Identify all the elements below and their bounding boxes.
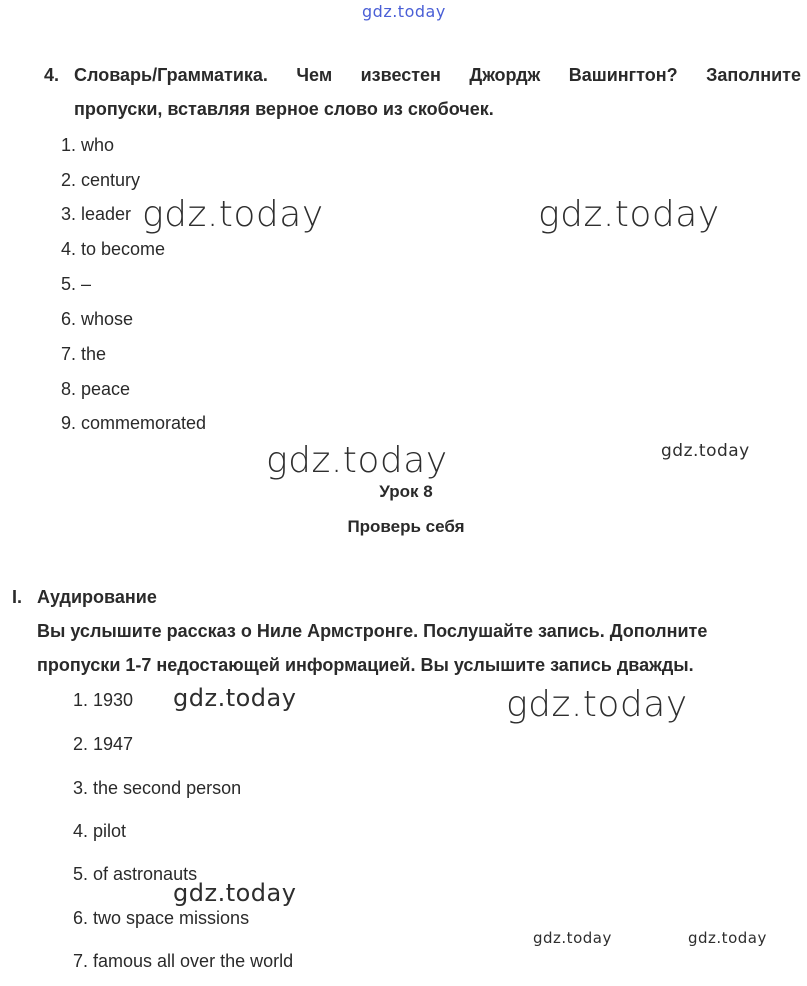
task-4-answer: 8. peace [61, 379, 131, 399]
section-1-answer: 2. 1947 [73, 734, 134, 754]
task-4-instruction-line-2: пропуски, вставляя верное слово из скобочек. [74, 99, 494, 119]
task-4-answer: 1. who [61, 135, 115, 155]
section-1-answer: 1. 1930 [73, 690, 134, 710]
watermark: gdz.today [142, 194, 324, 235]
watermark-top: gdz.today [362, 2, 446, 21]
task-4-answer: 7. the [61, 344, 107, 364]
watermark: gdz.today [506, 684, 688, 725]
section-1-answer: 7. famous all over the world [73, 951, 294, 971]
watermark: gdz.today [538, 194, 720, 235]
task-4-instruction-line-1: Словарь/Грамматика. Чем известен Джордж Вашингтон? Заполните [74, 65, 801, 85]
section-1-answer: 6. two space missions [73, 908, 250, 928]
watermark: gdz.today [266, 440, 448, 481]
section-1-heading: Аудирование [37, 587, 157, 607]
section-1-answer: 3. the second person [73, 778, 242, 798]
section-1-instruction-line-1: Вы услышите рассказ о Ниле Армстронге. Послушайте запись. Дополните [37, 621, 708, 641]
lesson-title: Урок 8 [379, 482, 433, 501]
task-4-answer: 6. whose [61, 309, 134, 329]
task-4-answer: 9. commemorated [61, 413, 207, 433]
task-4-answer: 5. – [61, 274, 92, 294]
lesson-subtitle: Проверь себя [347, 517, 465, 536]
task-4-answer: 4. to become [61, 239, 166, 259]
section-1-answer: 5. of astronauts [73, 864, 198, 884]
task-4-number: 4. [44, 65, 60, 85]
section-1-instruction-line-2: пропуски 1-7 недостающей информацией. Вы услышите запись дважды. [37, 655, 694, 675]
watermark: gdz.today [661, 441, 750, 461]
task-4-answer: 3. leader [61, 204, 132, 224]
task-4-answer: 2. century [61, 170, 141, 190]
watermark: gdz.today [533, 929, 612, 947]
watermark: gdz.today [173, 879, 297, 907]
watermark: gdz.today [688, 929, 767, 947]
section-1-answer: 4. pilot [73, 821, 127, 841]
watermark: gdz.today [173, 684, 297, 712]
section-1-number: I. [12, 587, 23, 607]
